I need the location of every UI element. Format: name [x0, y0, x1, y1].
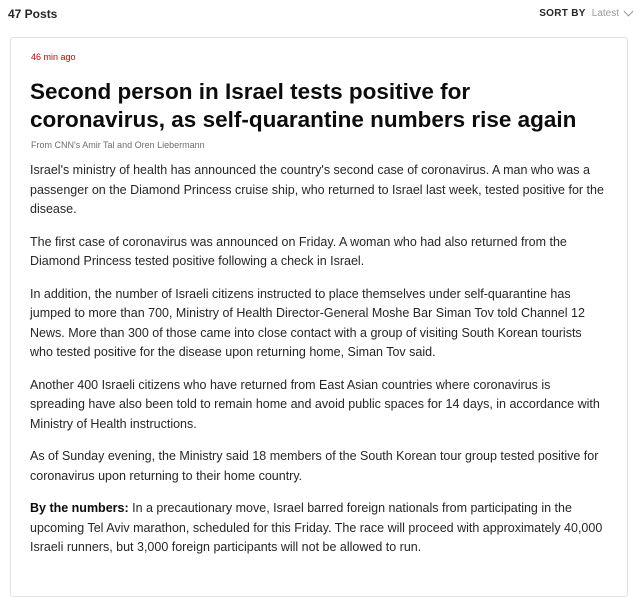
- sort-selected-value: Latest: [591, 8, 619, 19]
- post-count: 47 Posts: [8, 7, 58, 21]
- post-paragraph: Israel's ministry of health has announced the country's second case of coronavirus. A man who was a passenger on the Diamond Princess cruise ship, who returned to Israel last week, tested positive for the disease.: [30, 163, 604, 216]
- post-headline: Second person in Israel tests positive for coronavirus, as self-quarantine numbers rise again: [30, 79, 577, 132]
- post-paragraph: As of Sunday evening, the Ministry said 18 members of the South Korean tour group tested positive for coronavirus upon returning to their home country.: [30, 449, 599, 483]
- post-paragraph-numbers: [30, 499, 608, 558]
- sort-control: [539, 8, 632, 19]
- chevron-down-icon: [624, 7, 634, 17]
- sort-label: SORT BY: [539, 8, 586, 19]
- post-paragraph: Another 400 Israeli citizens who have returned from East Asian countries where coronavirus is spreading have also been told to remain home and avoid public spaces for 14 days, in accordance with Ministry of Health instructions.: [30, 377, 600, 431]
- numbers-label: By the numbers:: [30, 501, 129, 515]
- post-paragraph: In addition, the number of Israeli citizens instructed to place themselves under self-quarantine has jumped to more than 700, Ministry of Health Director-General Moshe Bar Siman Tov told Channel 12 News. More than 300 of those came into close contact with a group of visiting South Korean tourists who tested positive for the disease upon returning home, Siman Tov said.: [30, 286, 585, 359]
- post-card: [10, 37, 628, 597]
- sort-dropdown[interactable]: [592, 8, 632, 19]
- post-timestamp: 46 min ago: [31, 52, 76, 62]
- post-byline: From CNN's Amir Tal and Oren Liebermann: [31, 140, 205, 150]
- post-paragraph: The first case of coronavirus was announced on Friday. A woman who had also returned from the Diamond Princess tested positive following a check in Israel.: [30, 234, 567, 268]
- feed-header: [0, 0, 640, 28]
- numbers-text: In a precautionary move, Israel barred foreign nationals from participating in the upcoming Tel Aviv marathon, scheduled for this Friday. The race will proceed with approximately 40,000 Israeli runners, but 3,000 foreign participants will not be allowed to run.: [30, 501, 603, 554]
